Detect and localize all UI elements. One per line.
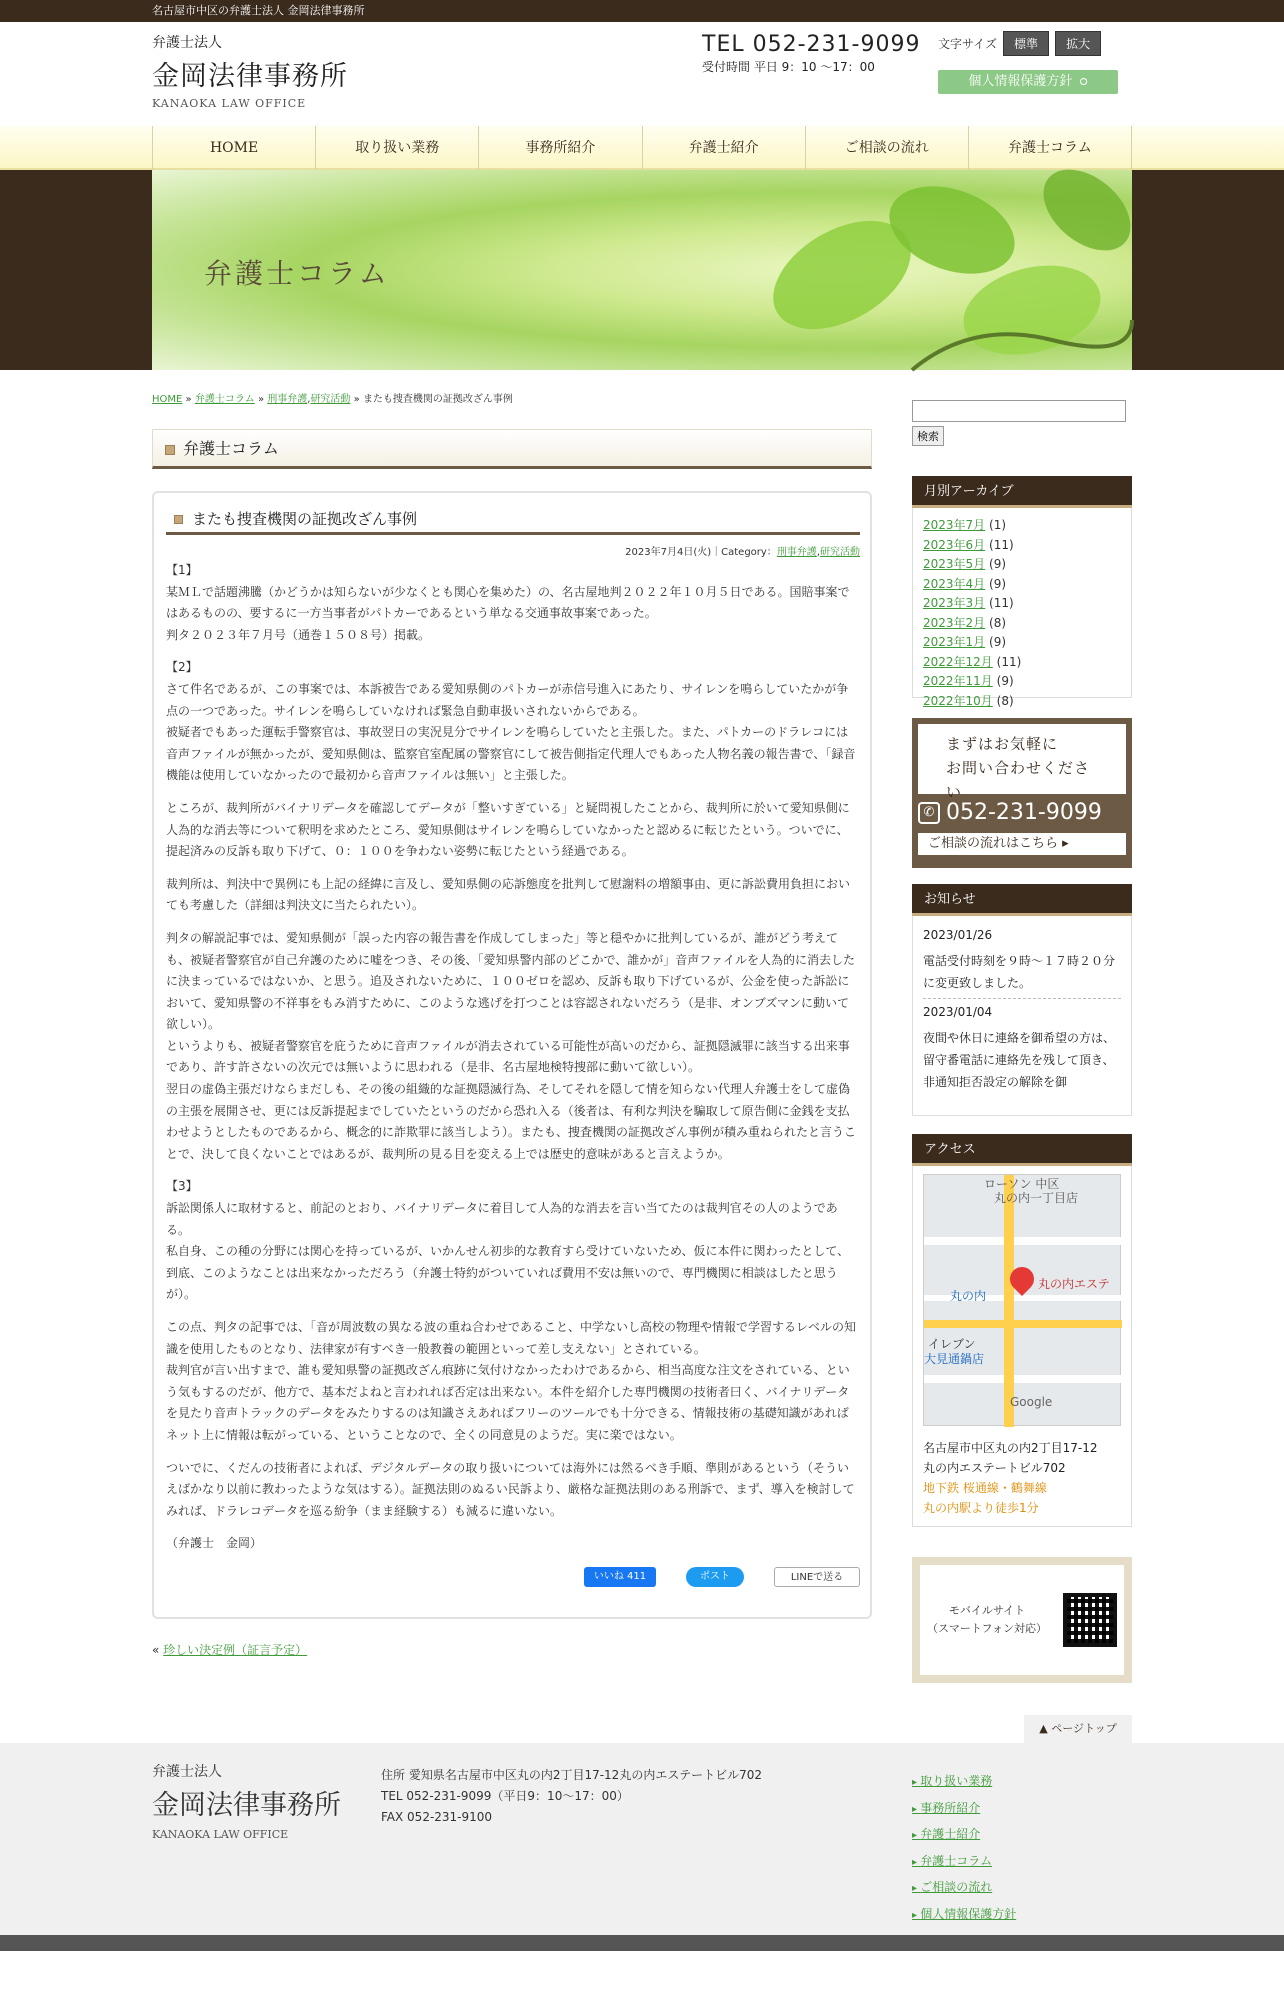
hero-background xyxy=(0,170,1284,370)
archive-month-link[interactable]: 2023年5月 xyxy=(923,557,986,571)
archive-item xyxy=(923,672,1121,692)
article-cat1[interactable]: 刑事弁護 xyxy=(776,547,817,558)
archive-item xyxy=(923,536,1121,556)
nav-services[interactable]: 取り扱い業務 xyxy=(316,126,479,170)
breadcrumb: HOME » 弁護士コラム » 刑事弁護,研究活動 » またも捜査機関の証拠改ざん事例 xyxy=(152,394,513,405)
search-button[interactable]: 検索 xyxy=(912,426,944,446)
phone-icon: ✆ xyxy=(918,802,940,824)
font-size-switcher xyxy=(938,31,1101,56)
map-label: 丸の内 xyxy=(950,1289,987,1303)
consult-flow-link[interactable]: ご相談の流れはこちら ▸ xyxy=(918,833,1126,855)
archive-item xyxy=(923,594,1121,614)
tel-hours: 受付時間 平日 9：10 ～17：00 xyxy=(702,60,875,74)
nav-column[interactable]: 弁護士コラム xyxy=(969,126,1132,170)
archive-month-link[interactable]: 2022年10月 xyxy=(923,693,993,708)
nav-office[interactable]: 事務所紹介 xyxy=(479,126,642,170)
search-form xyxy=(912,400,1132,446)
mobile-line1: モバイルサイト xyxy=(948,1604,1026,1617)
footer-link-column[interactable]: ▸ 弁護士コラム xyxy=(912,1849,1052,1876)
footer-link-privacy[interactable]: ▸ 個人情報保護方針 xyxy=(912,1902,1052,1929)
archive-month-link[interactable]: 2023年3月 xyxy=(923,596,986,610)
archive-count: (9) xyxy=(996,674,1014,688)
breadcrumb-sep: » xyxy=(353,394,360,405)
breadcrumb-column[interactable]: 弁護士コラム xyxy=(194,394,255,405)
footer-info xyxy=(381,1765,762,1928)
logo-line3: KANAOKA LAW OFFICE xyxy=(152,97,307,110)
footer-link-services[interactable]: ▸ 取り扱い業務 xyxy=(912,1769,1052,1796)
article-paragraph: ついでに、くだんの技術者によれば、デジタルデータの取り扱いについては海外には然るべき手順、準則があるという（そういえばかなり以前に教わったような気はする）。証拠法則のぬるい民訴より、厳格な証拠法則のある刑訴で、まず、導入を検討してみれば、ドラレコデータを巡る紛争（まま経験する）も減るに違いない。 xyxy=(166,1460,855,1518)
archive-title: 月別アーカイブ xyxy=(912,476,1132,508)
article-paragraph: 【2】 さて件名であるが、この事案では、本訴被告である愛知県側のパトカーが赤信号進入にあたり、サイレンを鳴らしていたかが争点の一つであった。サイレンを鳴らしていなければ緊急自動車扱いされないからである。 被疑者でもあった運転手警察官は、事故翌日の実況見分でサイレンを鳴らしていたと主張した。また、パトカーのドラレコには音声ファイルが無かったが、愛知県側は、監察官室配属の警察官にして被告側指定代理人でもあった人物名義の報告書で、「録音機能は使用していなかったので最初から音声ファイルは無い」と主張した。 xyxy=(166,660,856,783)
archive-month-link[interactable]: 2023年4月 xyxy=(923,576,986,591)
archive-count: (9) xyxy=(989,557,1007,571)
article-paragraph: （弁護士 金岡） xyxy=(166,1536,263,1551)
access-box xyxy=(912,1134,1132,1527)
footer-logo xyxy=(152,1761,341,1928)
mobile-site-inner xyxy=(920,1565,1124,1675)
header-tel xyxy=(702,32,920,75)
address-line2: 丸の内エステートビル702 xyxy=(923,1461,1066,1475)
prev-mark: « xyxy=(152,1642,160,1657)
main-nav-bar xyxy=(0,126,1284,170)
news-date: 2023/01/04 xyxy=(923,1005,993,1019)
contact-banner[interactable] xyxy=(912,718,1132,868)
footer-address: 住所 愛知県名古屋市中区丸の内2丁目17-12丸の内エステートビル702 xyxy=(381,1768,762,1782)
archive-month-link[interactable]: 2022年12月 xyxy=(923,654,993,669)
article-paragraph: 判タの解説記事では、愛知県側が「誤った内容の報告書を作成してしまった」等と穏やかに批判しているが、誰がどう考えても、被疑者警察官が自己弁護のために嘘をつき、その後、「愛知県警内部のどこかで、誰かが」音声ファイルを人為的に消去したに決まっているではないか、と思う。追及されないために、１００ゼロを認め、反訴も取り下げているが、公金を使った訴訟において、愛知県警の不祥事をもみ消すために、このような逃げを打つことは容認されないだろう（是非、オンブズマンに動いて欲しい）。 というよりも、被疑者警察官を庇うために音声ファイルが消去されている可能性が高いのだから、証拠隠滅罪に該当する出来事であり、許す許さないの次元では無いように思われる（是非、名古屋地検特捜部に動いて欲しい）。 翌日の虚偽主張だけならまだしも、その後の組織的な証拠隠滅行為、そしてそれを隠して情を知らない代理人弁護士をして虚偽の主張を展開させ、更には反訴提起までしていたというのだから恐れ入る（後者は、有利な判決を騙取して原告側に金銭を支払わせようとしたものであるから、概念的に詐欺罪に該当しよう）。またも、捜査機関の証拠改ざん事例が積み重ねられたと言うことで、決して良くないことではあるが、裁判所の見る目を変える上では歴史的意味があると言えようか。 xyxy=(166,930,857,1161)
breadcrumb-current: またも捜査機関の証拠改ざん事例 xyxy=(362,394,513,405)
font-size-label: 文字サイズ xyxy=(938,37,998,51)
top-bar xyxy=(0,0,1284,22)
breadcrumb-home[interactable]: HOME xyxy=(152,394,183,405)
footer-inner xyxy=(152,1743,1132,1928)
footer-link-office[interactable]: ▸ 事務所紹介 xyxy=(912,1796,1052,1823)
bottom-bar xyxy=(0,1935,1284,1951)
top-bar-text: 名古屋市中区の弁護士法人 金岡法律事務所 xyxy=(152,4,365,17)
breadcrumb-cat1[interactable]: 刑事弁護 xyxy=(267,394,308,405)
article-paragraph: 【3】 訴訟関係人に取材すると、前記のとおり、バイナリデータに着目して人為的な消去を言い当てたのは裁判官その人のようである。 私自身、この種の分野には関心を持っているが、いかんせん初歩的な教育すら受けていないため、仮に本件に関わったとして、到底、このようなことは出来なかっただろう（弁護士特約がついていれば費用不安は無いので、専門機関に相談はしたと思うが）。 xyxy=(166,1179,850,1302)
mobile-site-text xyxy=(927,1602,1047,1638)
map-label: 大見通鍋店 xyxy=(924,1352,985,1366)
archive-item xyxy=(923,692,1121,712)
breadcrumb-cat2[interactable]: 研究活動 xyxy=(310,394,351,405)
address-line1: 名古屋市中区丸の内2丁目17-12 xyxy=(923,1441,1098,1455)
nav-lawyers[interactable]: 弁護士紹介 xyxy=(643,126,806,170)
footer-logo-line1: 弁護士法人 xyxy=(152,1764,222,1780)
font-standard-button[interactable]: 標準 xyxy=(1003,31,1049,56)
archive-item xyxy=(923,633,1121,653)
tel-number: TEL 052-231-9099 xyxy=(702,32,921,57)
article-paragraph: 【1】 某ＭＬで話題沸騰（かどうかは知らないが少なくとも関心を集めた）の、名古屋地判２０２２年１０月５日である。国賠事案ではあるものの、要するに一方当事者がパトカーであるという単なる交通事故事案であった。 判タ２０２３年７月号（通巻１５０８号）掲載。 xyxy=(166,563,850,642)
archive-month-link[interactable]: 2023年6月 xyxy=(923,537,986,552)
map-label: 丸の内エステ xyxy=(1038,1277,1110,1291)
archive-item xyxy=(923,516,1121,536)
article-body xyxy=(166,560,860,1555)
archive-count: (11) xyxy=(989,537,1014,552)
archive-month-link[interactable]: 2023年2月 xyxy=(923,615,986,630)
contact-line1: まずはお気軽に xyxy=(946,735,1059,753)
news-date: 2023/01/26 xyxy=(923,928,993,942)
line-send-button[interactable]: LINEで送る xyxy=(774,1567,860,1587)
article-cat2[interactable]: 研究活動 xyxy=(820,547,860,558)
news-text: 夜間や休日に連絡を御希望の方は、留守番電話に連絡先を残して頂き、非通知拒否設定の解除を御 xyxy=(923,1031,1116,1089)
map-label: ローソン 中区 xyxy=(984,1177,1060,1191)
archive-item xyxy=(923,555,1121,575)
nav-home[interactable]: HOME xyxy=(153,126,316,170)
search-input[interactable] xyxy=(912,400,1126,422)
contact-line2: お問い合わせください xyxy=(946,759,1091,801)
access-content xyxy=(912,1166,1132,1527)
footer-logo-line3: KANAOKA LAW OFFICE xyxy=(152,1828,289,1841)
archive-count: (9) xyxy=(989,635,1007,649)
contact-phone xyxy=(918,800,1126,825)
site-logo[interactable] xyxy=(152,32,348,110)
archive-count: (11) xyxy=(989,596,1014,610)
twitter-post-button[interactable]: ポスト xyxy=(686,1567,744,1587)
archive-count: (8) xyxy=(996,693,1014,708)
mobile-site-banner[interactable] xyxy=(912,1557,1132,1683)
footer-logo-line2: 金岡法律事務所 xyxy=(152,1790,341,1821)
map-label: Google xyxy=(1010,1395,1053,1409)
article-date: 2023年7月4日(火)｜Category： xyxy=(625,547,777,558)
map-label: イレブン xyxy=(928,1337,976,1351)
news-title: お知らせ xyxy=(912,884,1132,916)
sidebar xyxy=(912,390,1132,1683)
article xyxy=(152,491,872,1619)
archive-item xyxy=(923,575,1121,595)
footer-fax: FAX 052-231-9100 xyxy=(381,1810,493,1824)
archive-count: (11) xyxy=(996,654,1022,669)
archive-item xyxy=(923,614,1121,634)
main-nav xyxy=(152,126,1132,170)
prev-post-link[interactable]: 珍しい決定例（証言予定） xyxy=(163,1642,308,1657)
footer-tel: TEL 052-231-9099（平日9：10～17：00） xyxy=(381,1789,629,1803)
section-title: 弁護士コラム xyxy=(152,429,872,469)
archive-list xyxy=(912,508,1132,708)
privacy-policy-button[interactable] xyxy=(938,70,1118,94)
contact-message xyxy=(918,724,1126,801)
header xyxy=(152,22,1132,126)
footer-link-lawyers[interactable]: ▸ 弁護士紹介 xyxy=(912,1822,1052,1849)
address-line4: 丸の内駅より徒歩1分 xyxy=(923,1501,1039,1515)
article-paragraph: 裁判所は、判決中で異例にも上記の経緯に言及し、愛知県側の応訴態度を批判して慰謝料の増額事由、更に訴訟費用負担においても考慮した（詳細は判決文に当たられたい）。 xyxy=(166,876,851,913)
font-large-button[interactable]: 拡大 xyxy=(1055,31,1101,56)
archive-month-link[interactable]: 2023年1月 xyxy=(923,635,986,649)
archive-count: (8) xyxy=(989,615,1007,630)
footer-links xyxy=(912,1769,1052,1928)
news-box xyxy=(912,884,1132,1116)
address xyxy=(923,1438,1121,1518)
access-title: アクセス xyxy=(912,1134,1132,1166)
archive-count: (1) xyxy=(989,518,1007,532)
footer-link-flow[interactable]: ▸ ご相談の流れ xyxy=(912,1875,1052,1902)
article-paragraph: この点、判タの記事では、「音が周波数の異なる波の重ね合わせであること、中学ないし高校の物理や情報で学習するレベルの知識を使用したものとなり、法律家が有すべき一般教養の範囲といって差し支えない」とされている。 裁判官が言い出すまで、誰も愛知県警の証拠改ざん痕跡に気付けなかったわけであるから、相当高度な注文をされている、という気もするのだが、他方で、基本だよねと言われれば否定は出来ない。本件を紹介した専門機関の技術者曰く、バイナリデータを見たり音声トラックのデータをみたりするのは知識さえあればフリーのツールでも十分できる、情報技術の基礎知識があればネット上に情報は転がっている、ということなので、全くの同意見のようだ。実に楽ではない。 xyxy=(166,1320,857,1442)
news-list xyxy=(912,916,1132,1116)
breadcrumb-sep: » xyxy=(257,394,265,405)
breadcrumb-sep: » xyxy=(185,394,192,405)
nav-flow[interactable]: ご相談の流れ xyxy=(806,126,969,170)
prev-post xyxy=(152,1641,872,1658)
archive-month-link[interactable]: 2022年11月 xyxy=(923,674,993,688)
social-buttons xyxy=(166,1567,860,1587)
archive-month-link[interactable]: 2023年7月 xyxy=(923,518,986,532)
mobile-line2: （スマートフォン対応） xyxy=(927,1622,1047,1635)
content-area xyxy=(152,370,1132,1683)
article-meta: 2023年7月4日(火)｜Category：刑事弁護,研究活動 xyxy=(625,547,860,558)
facebook-like-button[interactable]: いいね 411 xyxy=(584,1567,656,1587)
news-text: 電話受付時刻を９時〜１７時２０分に変更致しました。 xyxy=(923,950,1121,999)
address-line3: 地下鉄 桜通線・鶴舞線 xyxy=(923,1481,1047,1495)
main-column xyxy=(152,390,872,1683)
privacy-policy-label: 個人情報保護方針 xyxy=(968,74,1073,89)
article-title: またも捜査機関の証拠改ざん事例 xyxy=(166,505,860,535)
footer xyxy=(0,1722,1284,1935)
logo-line1: 弁護士法人 xyxy=(152,35,222,51)
archive-item xyxy=(923,653,1121,673)
qr-code-icon xyxy=(1063,1593,1117,1647)
contact-tel: 052-231-9099 xyxy=(946,800,1102,825)
logo-line2: 金岡法律事務所 xyxy=(152,61,348,92)
archive-box xyxy=(912,476,1132,708)
page-top-button[interactable]: ▲ ページトップ xyxy=(1024,1715,1132,1743)
google-map[interactable] xyxy=(923,1174,1121,1426)
arrow-circle-icon: ⭘ xyxy=(1076,77,1088,88)
map-label: 丸の内一丁目店 xyxy=(994,1191,1079,1205)
hero-title: 弁護士コラム xyxy=(204,257,390,290)
archive-count: (9) xyxy=(989,576,1007,591)
article-paragraph: ところが、裁判所がバイナリデータを確認してデータが「整いすぎている」と疑問視したことから、裁判所に於いて愛知県側に人為的な消去等について釈明を求めたところ、愛知県側はサイレンを鳴らしていなかったと認めるに転じたという。ついでに、提起済みの反訴も取り下げて、０：１００を争わない姿勢に転じたという経過である。 xyxy=(166,800,850,859)
hero-banner xyxy=(152,170,1132,370)
